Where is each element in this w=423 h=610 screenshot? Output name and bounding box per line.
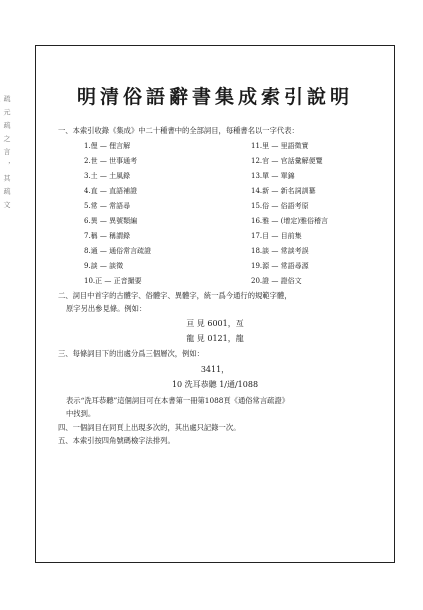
section-3-note-2: 中找到。	[66, 409, 96, 418]
book-item: 20.證 — 證俗文	[251, 277, 302, 285]
book-item: 18.談 — 常談考誤	[251, 247, 309, 255]
section-3-line1: 三、每條詞目下的出處分爲三個層次，例如：	[58, 349, 204, 358]
book-item: 8.通 — 通俗常言疏證	[84, 247, 152, 255]
section-2-example-1: 亘 見 6001，亙	[186, 319, 244, 328]
book-list-left	[84, 139, 151, 289]
book-item: 19.源 — 常語尋源	[251, 262, 309, 270]
page-title: 明清俗語辭書集成索引說明	[76, 86, 353, 108]
book-item: 9.談 — 談徵	[84, 262, 124, 270]
book-item: 17.目 — 目前集	[251, 232, 302, 240]
page-margin-text: 疏 元 疏 之 言 ， 其 疏 文	[3, 95, 11, 210]
book-item: 4.直 — 直語補證	[84, 187, 138, 195]
document-frame	[35, 45, 395, 563]
section-3-example-1: 3411，	[200, 365, 230, 374]
book-item: 3.土 — 土風錄	[84, 172, 131, 180]
section-3-example-2: 10 洗耳恭聽 1/通/1088	[171, 380, 259, 389]
book-item: 11.里 — 里語徵實	[251, 142, 309, 150]
book-item: 2.世 — 世事通考	[84, 157, 138, 165]
section-5: 五、本索引按四角號碼檢字法排列。	[58, 436, 175, 445]
section-2-example-2: 龍 見 0121，龍	[186, 334, 244, 343]
book-item: 6.異 — 異號類編	[84, 217, 138, 225]
book-item: 12.官 — 官話彙解便覽	[251, 157, 323, 165]
section-4: 四、一個詞目在同頁上出現多次的，其出處只記錄一次。	[58, 423, 241, 432]
book-item: 13.單 — 單錦	[251, 172, 295, 180]
book-item: 1.俚 — 俚言解	[84, 142, 131, 150]
book-item: 14.新 — 新名詞訓纂	[251, 187, 316, 195]
section-2-line1: 二、詞目中首字的古體字、俗體字、異體字，統一爲今通行的規範字體，	[58, 291, 292, 300]
book-item: 16.雅 — (增定)雅俗稽言	[251, 217, 329, 225]
book-list-right	[251, 139, 328, 289]
book-item: 5.常 — 常語尋	[84, 202, 131, 210]
section-3-note-1: 表示“洗耳恭聽”這個詞目可在本書第一冊第1088頁《通俗常言疏證》	[66, 396, 290, 405]
book-item: 15.俗 — 俗語考原	[251, 202, 309, 210]
section-1-intro: 一、本索引收錄《集成》中二十種書中的全部詞目，每種書名以一字代表：	[58, 126, 299, 135]
section-2-line2: 原字另出參見條。例如：	[66, 304, 147, 313]
book-item: 7.稱 — 稱謂錄	[84, 232, 131, 240]
book-item: 10.正 — 正音撮要	[84, 277, 142, 285]
